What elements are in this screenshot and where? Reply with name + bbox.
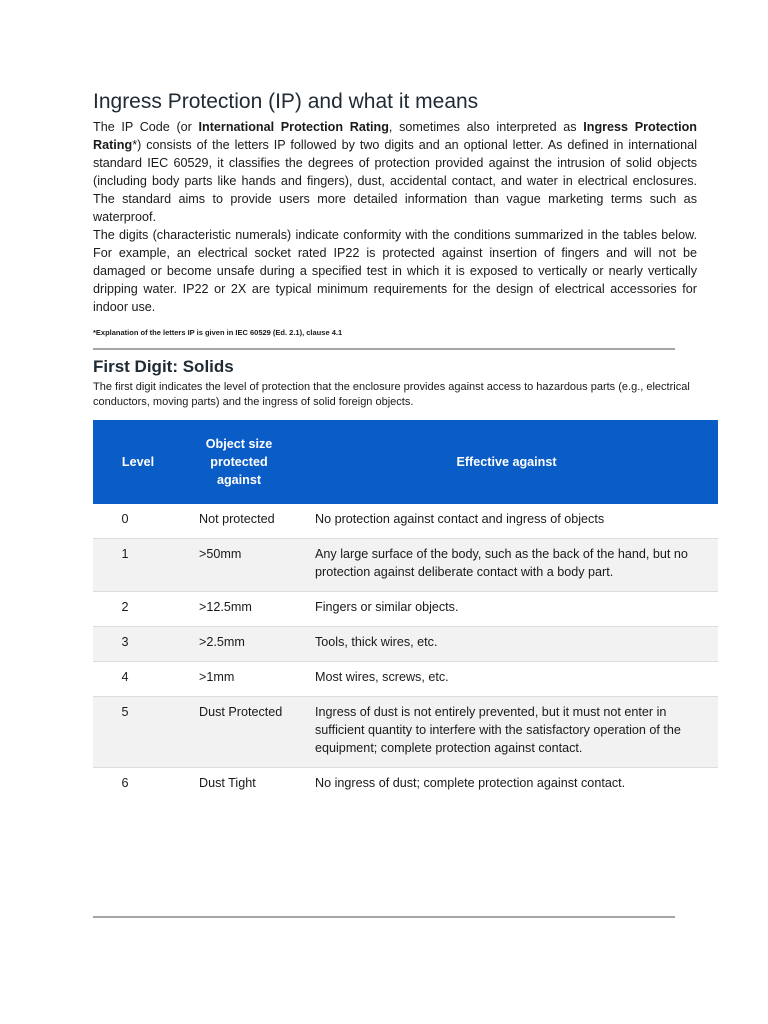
intro-bold-ingress: Ingress Protection Rating (93, 120, 697, 152)
section-divider (93, 348, 675, 350)
table-row (93, 627, 718, 662)
footnote: *Explanation of the letters IP is given in IEC 60529 (Ed. 2.1), clause 4.1 (93, 328, 343, 337)
cell-size: Dust Tight (199, 776, 256, 790)
table-header-row (93, 420, 718, 504)
cell-level: 0 (93, 504, 183, 539)
cell-effective: Fingers or similar objects. (295, 592, 718, 627)
cell-size: >50mm (183, 539, 295, 592)
header-effective-against: Effective against (295, 420, 718, 504)
intro-bold-international: International Protection Rating (198, 120, 389, 134)
table-row (93, 539, 718, 592)
solids-table (93, 420, 718, 802)
intro-text-1: The IP Code (or (93, 120, 199, 134)
section-description: The first digit indicates the level of protection that the enclosure provides against access to hazardous parts (e.g., electrical conductors, moving parts) and the ingress of solid foreign objects. (93, 381, 690, 408)
page-title: Ingress Protection (IP) and what it means (93, 90, 479, 113)
cell-level: 6 (121, 776, 129, 790)
intro-paragraph (93, 118, 697, 226)
cell-effective: Most wires, screws, etc. (295, 662, 718, 697)
cell-size: >2.5mm (183, 627, 295, 662)
bottom-divider (93, 916, 675, 918)
intro-text-3: *) consists of the letters IP followed by two digits and an optional letter. As defined in international standard IEC 60529, it classifies the degrees of protection provided against the intrusion of solid objects (including body parts like hands and fingers), dust, accidental contact, and water in electrical enclosures. The standard aims to provide users more detailed information than vague marketing terms such as waterproof. (93, 138, 697, 224)
cell-effective: Any large surface of the body, such as the back of the hand, but no protection against deliberate contact with a body part. (295, 539, 718, 592)
cell-size: Dust Protected (183, 697, 295, 768)
header-object-size: Object size protected against (183, 420, 295, 504)
table-row (93, 504, 718, 539)
table-row (93, 592, 718, 627)
cell-effective: No protection against contact and ingress of objects (295, 504, 718, 539)
cell-level: 3 (93, 627, 183, 662)
cell-effective: Tools, thick wires, etc. (295, 627, 718, 662)
cell-level: 2 (93, 592, 183, 627)
table-row (93, 768, 718, 803)
table-row (93, 662, 718, 697)
table-row (93, 697, 718, 768)
digits-paragraph: The digits (characteristic numerals) indicate conformity with the conditions summarized in the tables below. For example, an electrical socket rated IP22 is protected against insertion of fingers and will not be damaged or become unsafe during a specified test in which it is exposed to vertically or nearly vertically dripping water. IP22 or 2X are typical minimum requirements for the design of electrical accessories for indoor use. (93, 228, 697, 314)
document-page (93, 88, 697, 802)
cell-level: 4 (93, 662, 183, 697)
cell-effective: Ingress of dust is not entirely prevented, but it must not enter in sufficient quantity to interfere with the satisfactory operation of the equipment; complete protection against contact. (295, 697, 718, 768)
header-level: Level (93, 420, 183, 504)
cell-level: 1 (93, 539, 183, 592)
section-title-solids: First Digit: Solids (93, 357, 234, 376)
cell-level: 5 (93, 697, 183, 768)
intro-text-2: , sometimes also interpreted as (388, 120, 584, 134)
cell-size: >1mm (183, 662, 295, 697)
cell-size: >12.5mm (183, 592, 295, 627)
cell-size: Not protected (183, 504, 295, 539)
cell-effective: No ingress of dust; complete protection against contact. (315, 776, 626, 790)
